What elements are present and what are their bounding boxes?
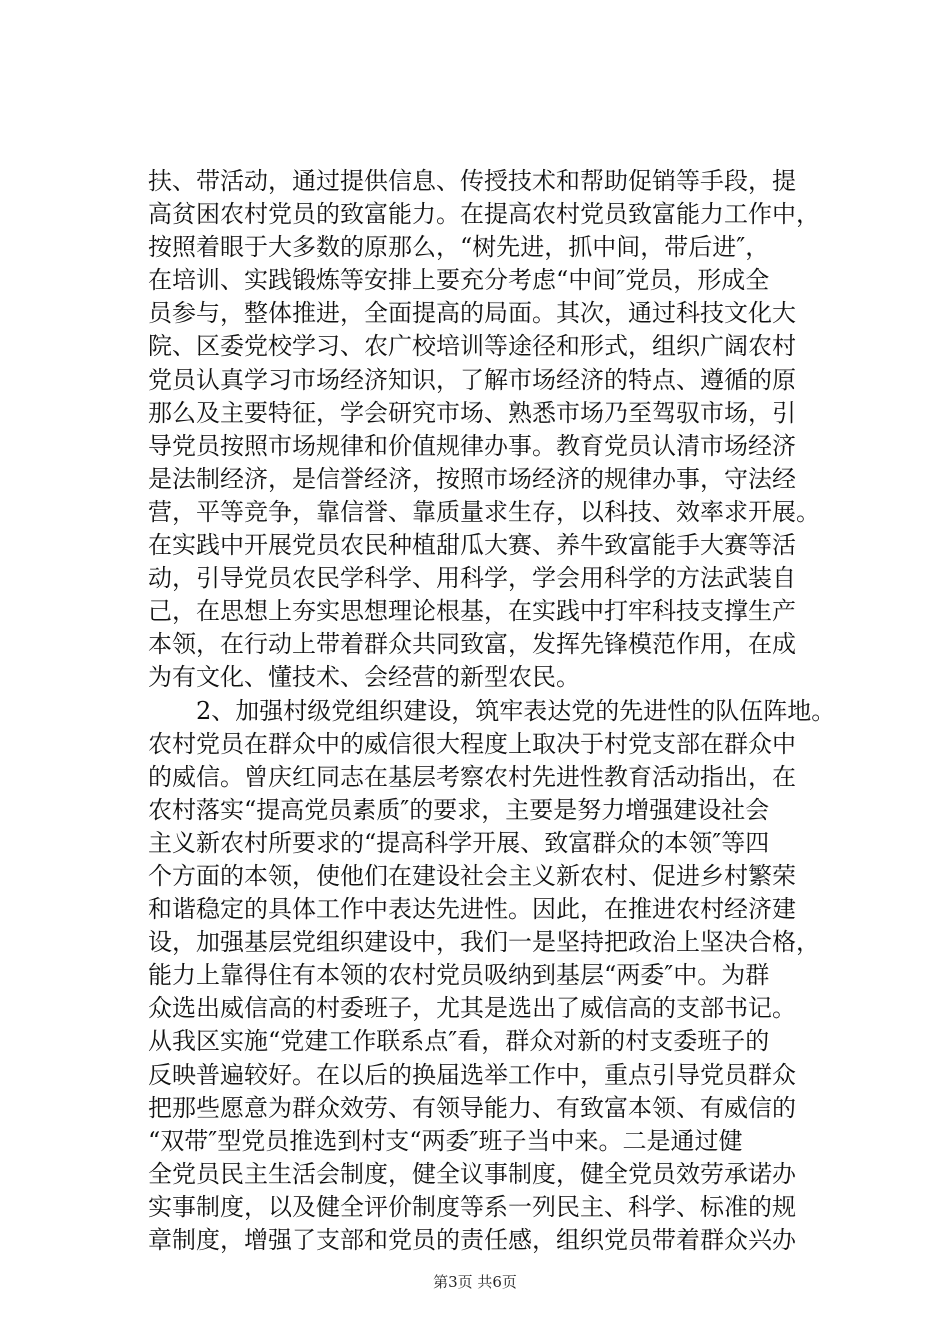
text-line: 众选出威信高的村委班子，尤其是选出了威信高的支部书记。 <box>148 994 796 1023</box>
text-line: 院、区委党校学习、农广校培训等途径和形式，组织广阔农村 <box>148 332 796 361</box>
text-line: 章制度，增强了支部和党员的责任感，组织党员带着群众兴办 <box>148 1226 796 1254</box>
text-line: 从我区实施“党建工作联系点″看，群众对新的村支委班子的 <box>148 1027 770 1056</box>
text-line: 和谐稳定的具体工作中表达先进性。因此，在推进农村经济建 <box>148 895 796 924</box>
text-line: 党员认真学习市场经济知识，了解市场经济的特点、遵循的原 <box>148 365 796 394</box>
text-line: 本领，在行动上带着群众共同致富，发挥先锋模范作用，在成 <box>148 630 796 659</box>
text-line: 能力上靠得住有本领的农村党员吸纳到基层“两委″中。为群 <box>148 961 770 990</box>
text-line: 主义新农村所要求的“提高科学开展、致富群众的本领″等四 <box>148 828 770 857</box>
text-line: 反映普遍较好。在以后的换届选举工作中，重点引导党员群众 <box>148 1060 796 1089</box>
text-line: 的威信。曾庆红同志在基层考察农村先进性教育活动指出，在 <box>148 762 796 791</box>
text-line: 为有文化、懂技术、会经营的新型农民。 <box>148 663 580 692</box>
text-line: 2、加强村级党组织建设，筑牢表达党的先进性的队伍阵地。 <box>148 696 836 725</box>
text-line: 全党员民主生活会制度，健全议事制度，健全党员效劳承诺办 <box>148 1159 796 1188</box>
text-line: 个方面的本领，使他们在建设社会主义新农村、促进乡村繁荣 <box>148 861 796 890</box>
text-line: 扶、带活动，通过提供信息、传授技术和帮助促销等手段，提 <box>148 167 796 195</box>
text-line: 在培训、实践锻炼等安排上要充分考虑“中间″党员，形成全 <box>148 266 770 295</box>
text-line: 是法制经济，是信誉经济，按照市场经济的规律办事，守法经 <box>148 464 796 493</box>
text-line: 设，加强基层党组织建设中，我们一是坚持把政治上坚决合格， <box>148 928 820 957</box>
text-line: 高贫困农村党员的致富能力。在提高农村党员致富能力工作中， <box>148 200 820 229</box>
text-line: “双带″型党员推选到村支“两委″班子当中来。二是通过健 <box>148 1126 743 1155</box>
text-line: 动，引导党员农民学科学、用科学，学会用科学的方法武装自 <box>148 564 796 593</box>
text-line: 把那些愿意为群众效劳、有领导能力、有致富本领、有威信的 <box>148 1093 796 1122</box>
text-line: 按照着眼于大多数的原那么，“树先进，抓中间，带后进″， <box>148 233 770 262</box>
text-line: 员参与，整体推进，全面提高的局面。其次，通过科技文化大 <box>148 299 796 328</box>
text-line: 营，平等竞争，靠信誉、靠质量求生存，以科技、效率求开展。 <box>148 497 820 526</box>
text-line: 农村党员在群众中的威信很大程度上取决于村党支部在群众中 <box>148 729 796 758</box>
text-line: 实事制度，以及健全评价制度等系一列民主、科学、标准的规 <box>148 1192 796 1221</box>
text-line: 那么及主要特征，学会研究市场、熟悉市场乃至驾驭市场，引 <box>148 398 796 427</box>
text-line: 农村落实“提高党员素质″的要求，主要是努力增强建设社会 <box>148 795 770 824</box>
page-number-footer: 第3页 共6页 <box>433 1273 517 1291</box>
text-line: 导党员按照市场规律和价值规律办事。教育党员认清市场经济 <box>148 431 796 460</box>
text-line: 在实践中开展党员农民种植甜瓜大赛、养牛致富能手大赛等活 <box>148 531 796 560</box>
text-line: 己，在思想上夯实思想理论根基，在实践中打牢科技支撑生产 <box>148 597 796 626</box>
body-text <box>148 165 848 1257</box>
